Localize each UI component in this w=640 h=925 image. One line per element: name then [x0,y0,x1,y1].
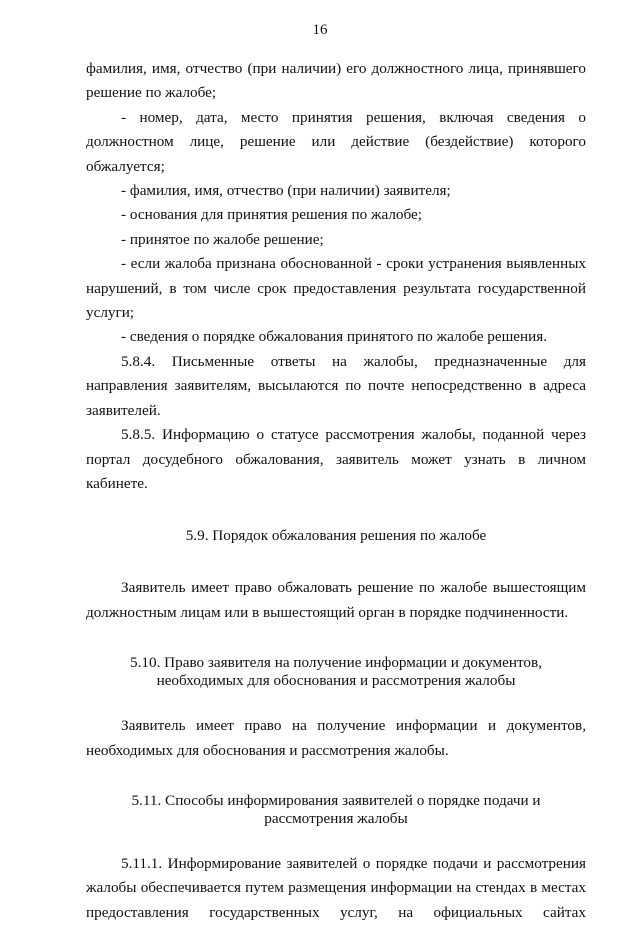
page-number: 16 [312,22,328,38]
clause-5-11-1: 5.11.1. Информирование заявителей о порядке подачи и рассмотрения жалобы обеспечивается путем размещения информации на стендах в местах предоставления государственных услуг, на официальных сайтах [86,854,586,921]
clause-5-8-4: 5.8.4. Письменные ответы на жалобы, предназначенные для направления заявителям, высылаются по почте непосредственно в адреса заявителей. [86,352,586,419]
list-item-decision-number: - номер, дата, место принятия решения, включая сведения о должностном лице, решение или действие (бездействие) которого обжалуется; [86,108,586,175]
list-item-deadlines: - если жалоба признана обоснованной - сроки устранения выявленных нарушений, в том числе срок предоставления результата государственной услуги; [86,255,586,322]
section-5-11-heading-line-2: рассмотрения жалобы [264,809,408,827]
list-item-decision-grounds: - основания для принятия решения по жалобе; [121,206,422,224]
list-item-applicant-fio: - фамилия, имя, отчество (при наличии) заявителя; [121,182,451,200]
section-5-10-heading-line-2: необходимых для обоснования и рассмотрения жалобы [156,672,516,690]
section-5-10-text: Заявитель имеет право на получение информации и документов, необходимых для обоснования и рассмотрения жалобы. [86,717,586,759]
section-5-9-heading: 5.9. Порядок обжалования решения по жалобе [185,527,487,545]
clause-5-8-5: 5.8.5. Информацию о статусе рассмотрения жалобы, поданной через портал досудебного обжалования, заявитель может узнать в личном кабинете. [86,426,586,492]
section-5-10-heading-line-1: 5.10. Право заявителя на получение информации и документов, [130,654,542,672]
list-item-decision: - принятое по жалобе решение; [121,230,324,248]
section-5-11-heading-line-1: 5.11. Способы информирования заявителей о порядке подачи и [131,791,541,809]
paragraph-fio-official: фамилия, имя, отчество (при наличии) его должностного лица, принявшего решение по жалобе; [86,60,586,102]
section-5-9-text: Заявитель имеет право обжаловать решение по жалобе вышестоящим должностным лицам или в вышестоящий орган в порядке подчиненности. [86,579,586,621]
document-body [86,57,586,925]
list-item-appeal-procedure: - сведения о порядке обжалования принятого по жалобе решения. [121,328,548,346]
